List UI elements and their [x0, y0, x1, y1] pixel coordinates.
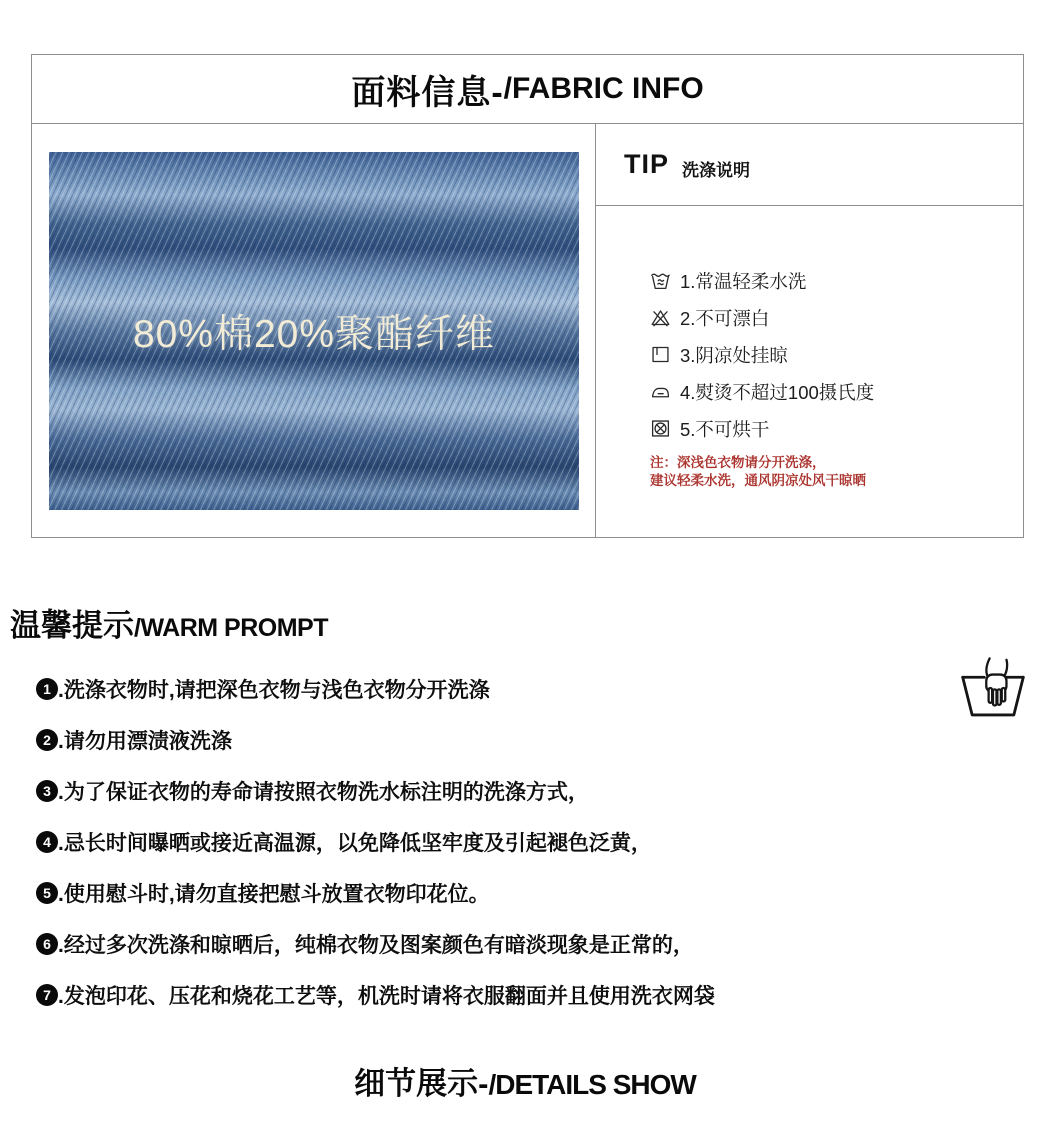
warm-prompt-text: .为了保证衣物的寿命请按照衣物洗水标注明的洗涤方式， — [58, 780, 589, 804]
wash-instruction-text: 4.熨烫不超过100摄氏度 — [680, 381, 875, 403]
warm-prompt-text: .忌长时间曝晒或接近高温源，以免降低坚牢度及引起褪色泛黄， — [58, 831, 652, 855]
details-show-title-cn: 细节展示- — [354, 1066, 489, 1101]
hang-dry-icon — [650, 344, 671, 365]
warm-prompt-text: .洗涤衣物时,请把深色衣物与浅色衣物分开洗涤 — [58, 678, 490, 702]
fabric-info-content — [32, 124, 1023, 538]
fabric-composition-label: 80%棉20%聚酯纤维 — [132, 313, 496, 356]
item-number-badge: 7 — [36, 984, 58, 1006]
no-tumble-dry-icon — [650, 418, 671, 439]
warm-prompt-item — [36, 827, 996, 856]
warm-prompt-text: .请勿用漂渍液洗涤 — [58, 729, 232, 753]
warm-prompt-item — [36, 980, 996, 1009]
wash-note-line2: 建议轻柔水洗，通风阴凉处风干晾晒 — [650, 473, 866, 488]
details-show-title-en: /DETAILS SHOW — [488, 1069, 696, 1100]
wash-instruction-item — [650, 336, 1023, 373]
tip-subtitle: 洗涤说明 — [682, 160, 751, 180]
warm-prompt-item — [36, 878, 996, 907]
warm-prompt-title-cn: 温馨提示 — [10, 608, 134, 643]
warm-prompt-title-en: /WARM PROMPT — [134, 614, 328, 642]
wash-tub-30-icon — [650, 270, 671, 291]
tip-label: TIP — [624, 149, 670, 179]
warm-prompt-text: .使用慰斗时,请勿直接把慰斗放置衣物印花位。 — [58, 882, 490, 906]
item-number-badge: 3 — [36, 780, 58, 802]
fabric-info-title-en: /FABRIC INFO — [503, 72, 704, 105]
fabric-info-section — [31, 54, 1024, 538]
warm-prompt-text: .发泡印花、压花和烧花工艺等，机洗时请将衣服翻面并且使用洗衣网袋 — [58, 984, 715, 1008]
wash-instruction-text: 2.不可漂白 — [680, 307, 770, 329]
item-number-badge: 2 — [36, 729, 58, 751]
wash-instruction-item — [650, 373, 1023, 410]
details-show-heading — [0, 1058, 1050, 1103]
warm-prompt-item — [36, 929, 996, 958]
fabric-info-title-cn: 面料信息- — [351, 73, 504, 112]
wash-instruction-text: 1.常温轻柔水洗 — [680, 270, 807, 292]
wash-instruction-item — [650, 299, 1023, 336]
wash-instruction-list — [650, 262, 1023, 447]
fabric-image-cell — [32, 124, 595, 538]
item-number-badge: 1 — [36, 678, 58, 700]
warm-prompt-text: .经过多次洗涤和晾晒后，纯棉衣物及图案颜色有暗淡现象是正常的， — [58, 933, 694, 957]
wash-instruction-text: 5.不可烘干 — [680, 418, 770, 440]
item-number-badge: 4 — [36, 831, 58, 853]
wash-instruction-item — [650, 262, 1023, 299]
tip-header — [596, 124, 1023, 206]
item-number-badge: 6 — [36, 933, 58, 955]
iron-icon — [650, 381, 671, 402]
item-number-badge: 5 — [36, 882, 58, 904]
denim-fabric-image — [49, 152, 579, 510]
warm-prompt-list — [36, 674, 996, 1031]
wash-note-line1: 注：深浅色衣物请分开洗涤， — [650, 455, 826, 470]
warm-prompt-item — [36, 776, 996, 805]
wash-instruction-text: 3.阴凉处挂晾 — [680, 344, 788, 366]
washing-tip-cell — [595, 124, 1023, 538]
warm-prompt-heading — [10, 600, 328, 645]
wash-instruction-item — [650, 410, 1023, 447]
warm-prompt-item — [36, 674, 996, 703]
fabric-info-header — [32, 55, 1023, 124]
no-bleach-icon — [650, 307, 671, 328]
warm-prompt-item — [36, 725, 996, 754]
wash-note — [650, 454, 1023, 490]
